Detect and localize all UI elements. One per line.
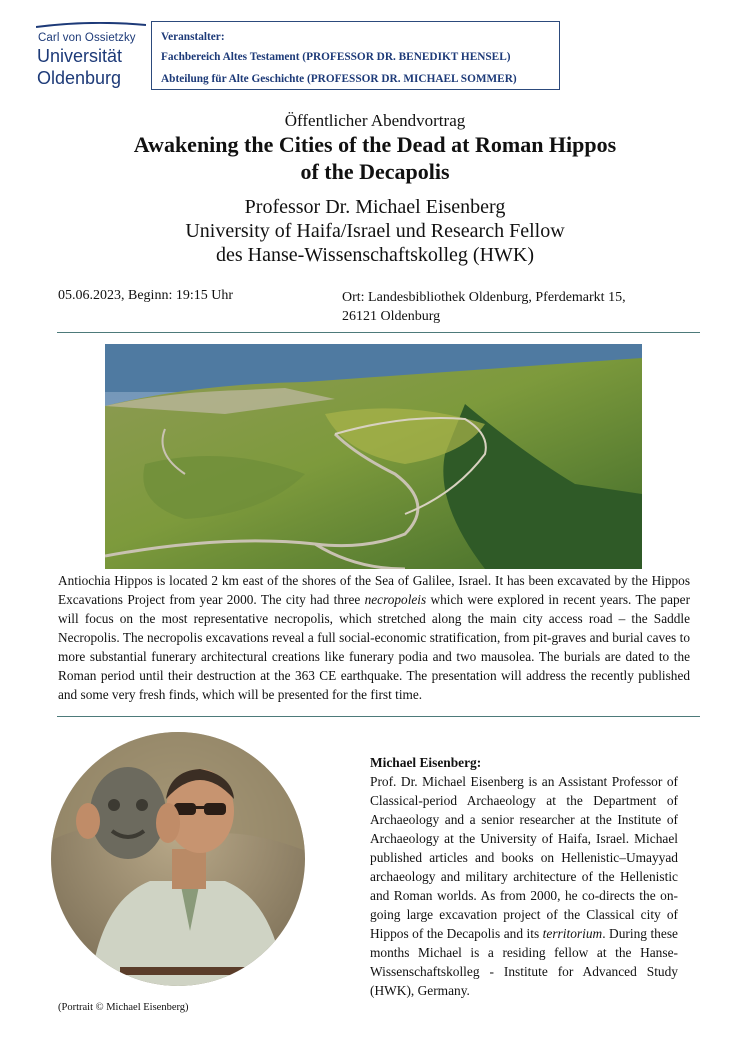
organizer-line-2: Abteilung für Alte Geschichte (PROFESSOR DR. MICHAEL SOMMER): [161, 73, 517, 85]
logo-line-2: Universität: [37, 46, 123, 66]
lecture-title-line-2: of the Decapolis: [300, 159, 450, 184]
organizer-line-1: Fachbereich Altes Testament (PROFESSOR DR. BENEDIKT HENSEL): [161, 51, 511, 63]
bio-part-2: . During these months Michael is a residing fellow at the Hanse-Wissenschaftskolleg - Institute for Advanced Study (HWK), Germany.: [370, 926, 678, 998]
speaker-bio: [370, 753, 678, 1000]
abstract-part-1: Antiochia Hippos is located 2 km east of the shores of the Sea of Galilee, Israel. It has been excavated by the Hippos Excavations Project from year 2000. The city had three: [58, 573, 690, 607]
logo-line-3: Oldenburg: [37, 68, 122, 88]
abstract-text: [58, 571, 690, 704]
landscape-photo: [105, 344, 642, 569]
abstract-part-2: which were explored in recent years. The paper will focus on the most representative necropolis, which stretched along the main city access road – the Saddle Necropolis. The necropolis excavations reveal a full social-economic stratification, from pit-graves and burial caves to more substantial funerary architectural creations like funerary podia and two mausolea. The burials are dated to the Roman period until their destruction at the 363 CE earthquake. The presentation will address the recently published and some very fresh finds, which will be presented for the first time.: [58, 592, 691, 702]
event-type: Öffentlicher Abendvortrag: [284, 111, 466, 130]
organizer-box: [151, 21, 560, 90]
bio-emphasis: territorium: [542, 926, 603, 941]
divider-bottom: [57, 716, 700, 717]
logo-line-1: Carl von Ossietzky: [38, 32, 136, 44]
divider-top: [57, 332, 700, 333]
bio-heading: Michael Eisenberg:: [370, 755, 482, 770]
speaker-name: Professor Dr. Michael Eisenberg: [244, 196, 506, 218]
abstract-emphasis: necropoleis: [364, 592, 427, 607]
speaker-block: [0, 195, 750, 267]
bio-part-1: Prof. Dr. Michael Eisenberg is an Assistant Professor of Classical-period Archaeology at the Department of Archaeology and a senior researcher at the Institute of Archaeology at the University of Haifa, Israel. Michael published articles and books on Hellenistic–Umayyad archaeology and military architecture of the Hellenistic and Roman worlds. As from 2000, he co-directs the on-going large excavation project of the Classical city of Hippos of the Decapolis and its: [370, 774, 678, 941]
bio-body: [370, 772, 678, 1000]
location-line-2: 26121 Oldenburg: [342, 309, 441, 324]
logo-arc: [36, 22, 146, 27]
lecture-title: [60, 131, 690, 185]
event-date-time: 05.06.2023, Beginn: 19:15 Uhr: [58, 288, 233, 303]
speaker-portrait: [50, 731, 306, 987]
event-location: [342, 288, 692, 326]
speaker-fellowship: des Hanse-Wissenschaftskolleg (HWK): [216, 244, 534, 266]
lecture-title-line-1: Awakening the Cities of the Dead at Roman Hippos: [133, 132, 617, 157]
speaker-affiliation: University of Haifa/Israel und Research Fellow: [185, 220, 565, 242]
university-logo: [36, 22, 146, 92]
location-line-1: Ort: Landesbibliothek Oldenburg, Pferdemarkt 15,: [342, 290, 626, 305]
portrait-caption: (Portrait © Michael Eisenberg): [58, 1002, 189, 1013]
organizer-heading: Veranstalter:: [161, 31, 225, 43]
